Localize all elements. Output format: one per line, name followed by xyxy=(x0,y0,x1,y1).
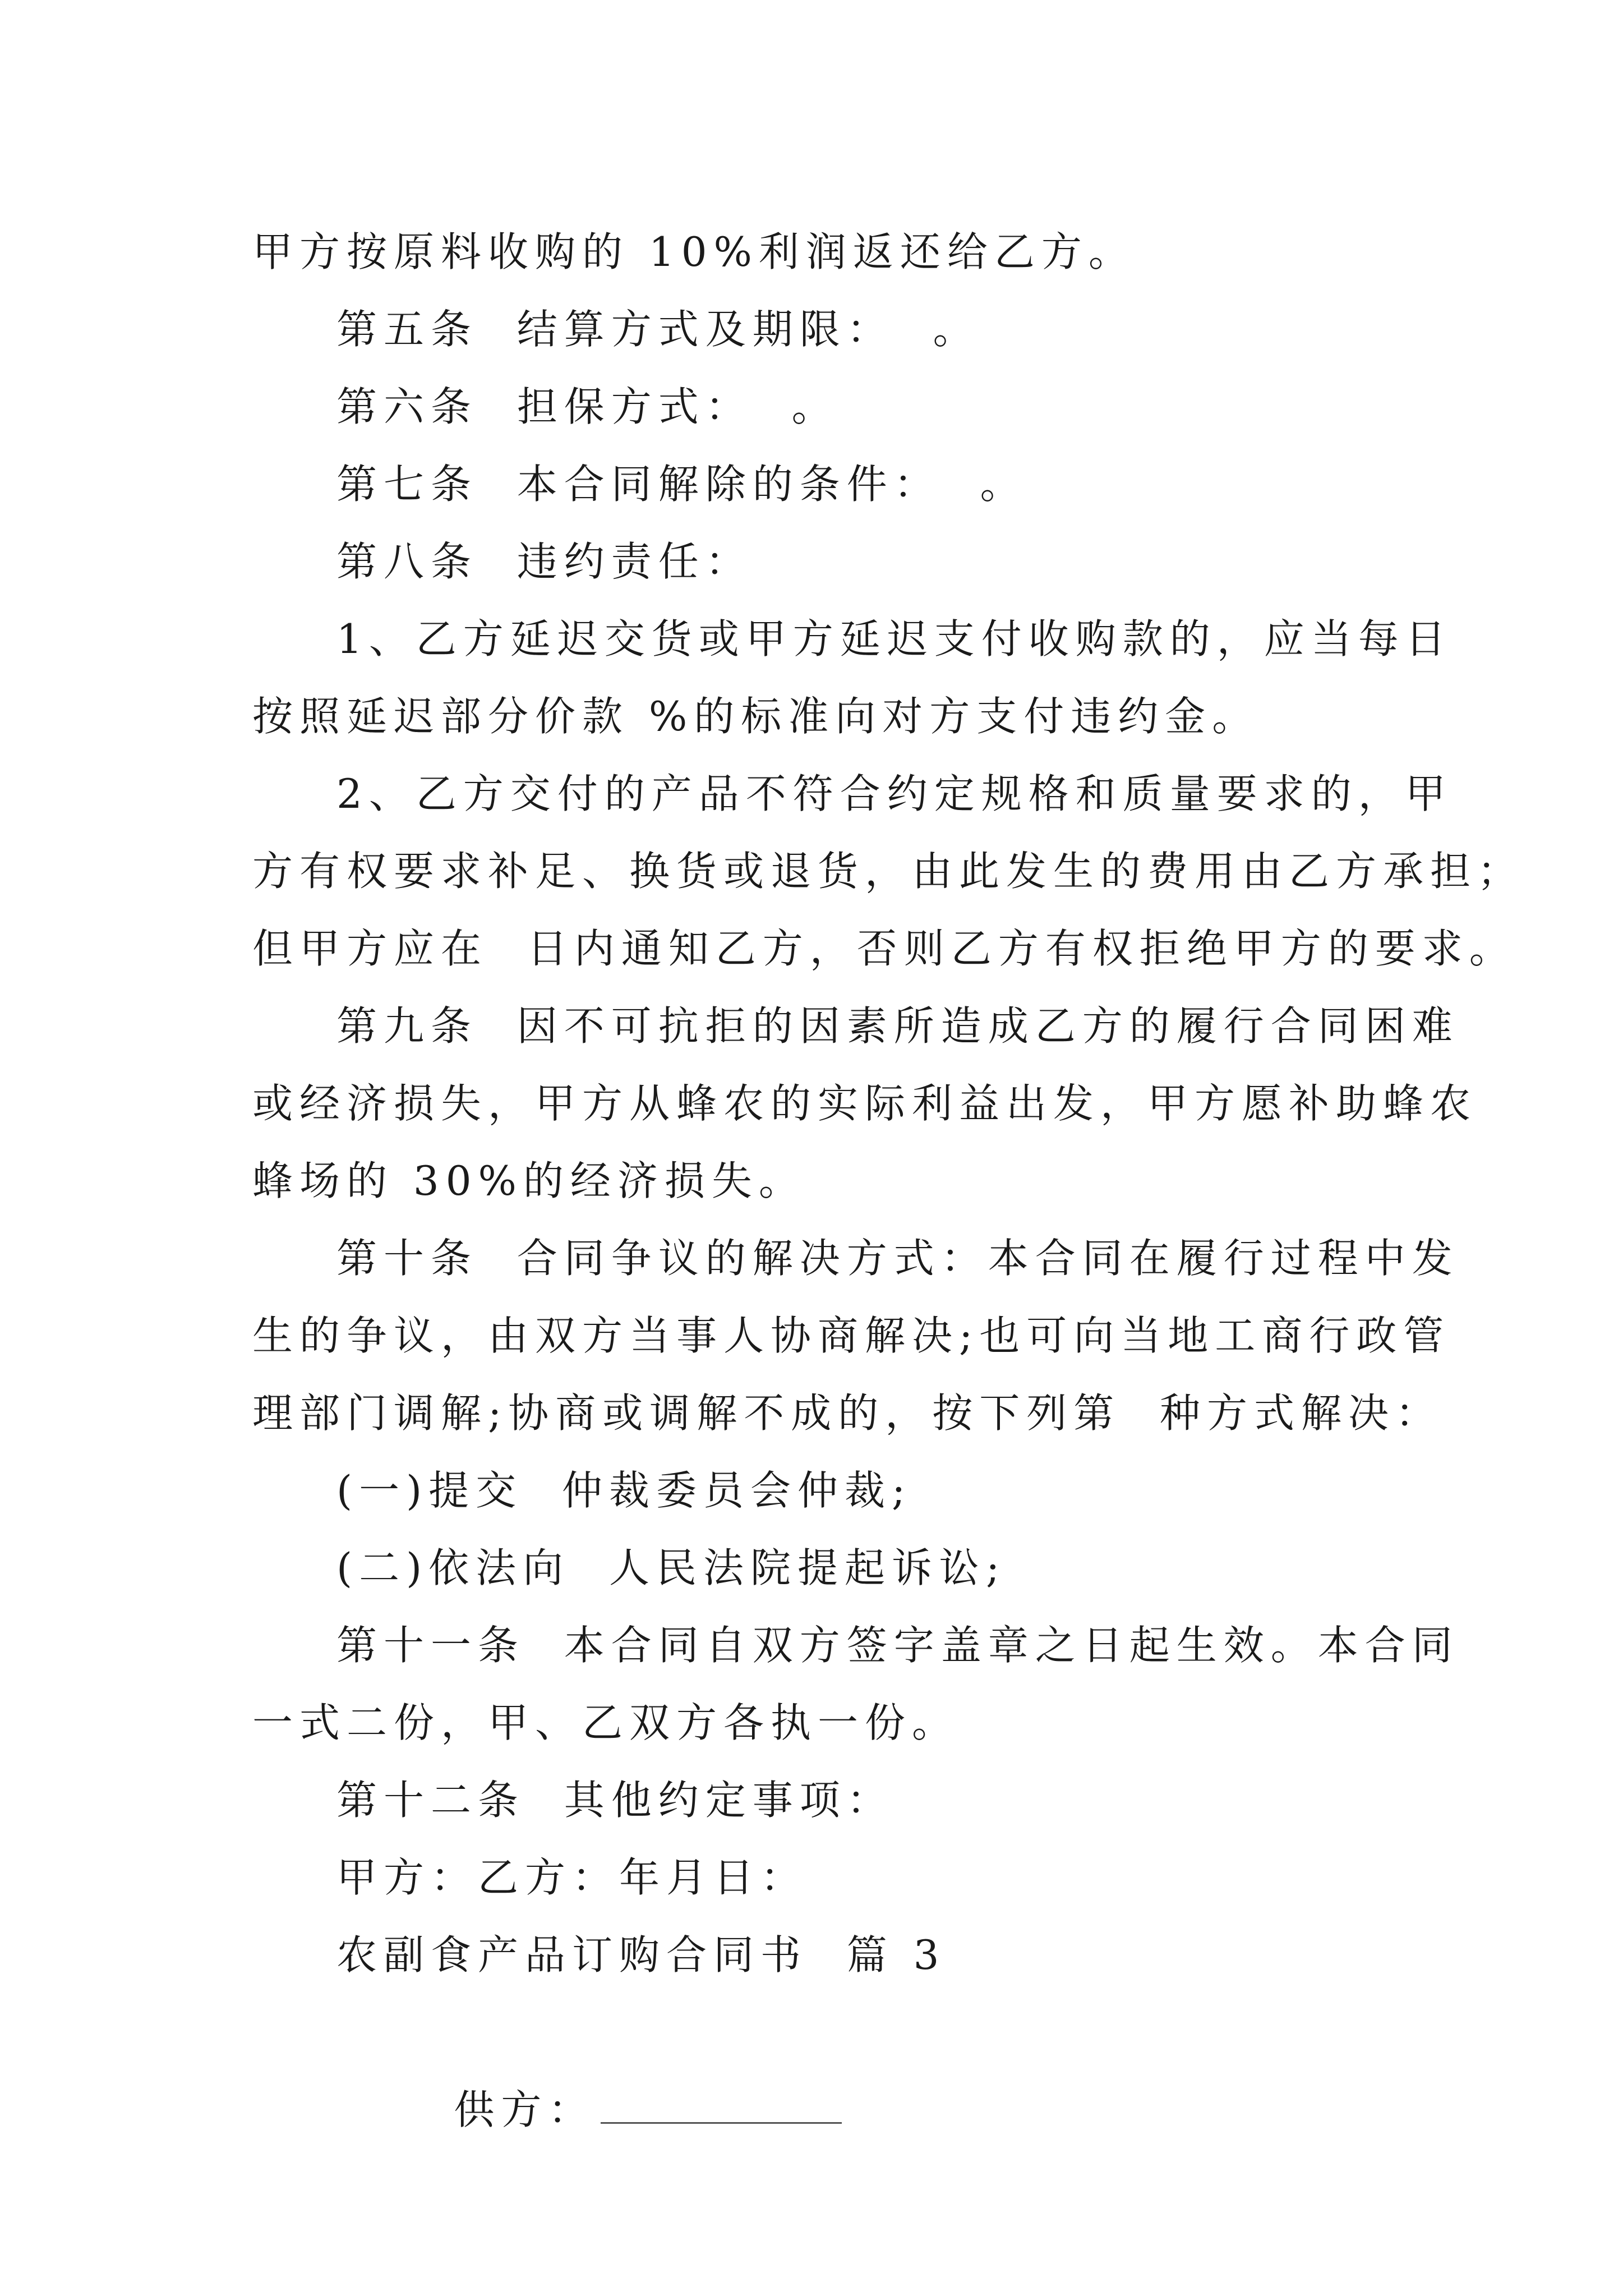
text-line: 甲方：乙方：年月日： xyxy=(336,1854,808,1901)
text-line: 第六条 担保方式： 。 xyxy=(336,383,839,430)
text-line: 或经济损失，甲方从蜂农的实际利益出发，甲方愿补助蜂农 xyxy=(252,1080,1478,1127)
text-line: 第七条 本合同解除的条件： 。 xyxy=(336,461,1027,508)
text-line: 第八条 违约责任： xyxy=(336,538,753,585)
supplier-blank xyxy=(601,2083,842,2124)
contract-body xyxy=(252,213,1525,2133)
text-line: 第九条 因不可抗拒的因素所造成乙方的履行合同困难 xyxy=(336,1002,1459,1050)
text-line: 2、乙方交付的产品不符合约定规格和质量要求的，甲 xyxy=(336,770,1453,817)
text-line: 一式二份，甲、乙双方各执一份。 xyxy=(252,1699,960,1746)
text-line: 第十条 合同争议的解决方式：本合同在履行过程中发 xyxy=(336,1235,1459,1282)
paragraph-lines xyxy=(252,213,1525,1994)
text-line: 理部门调解;协商或调解不成的，按下列第 种方式解决： xyxy=(252,1389,1443,1437)
text-line: (一)提交 仲裁委员会仲裁; xyxy=(336,1467,912,1514)
text-line: 甲方按原料收购的 10%利润返还给乙方。 xyxy=(252,228,1136,275)
supplier-line xyxy=(252,1994,1385,2133)
text-line: 生的争议，由双方当事人协商解决;也可向当地工商行政管 xyxy=(252,1312,1451,1359)
text-line: 第十二条 其他约定事项： xyxy=(336,1777,894,1824)
text-line: 蜂场的 30%的经济损失。 xyxy=(252,1157,806,1204)
text-line: 1、乙方延迟交货或甲方延迟支付收购款的，应当每日 xyxy=(336,615,1453,662)
text-line: 方有权要求补足、换货或退货，由此发生的费用由乙方承担； xyxy=(252,848,1525,895)
text-line: (二)依法向 人民法院提起诉讼; xyxy=(336,1544,1007,1591)
text-line: 但甲方应在 日内通知乙方，否则乙方有权拒绝甲方的要求。 xyxy=(252,925,1516,972)
text-line: 第五条 结算方式及期限： 。 xyxy=(336,306,980,353)
text-line: 第十一条 本合同自双方签字盖章之日起生效。本合同 xyxy=(336,1622,1459,1669)
supplier-label: 供方： xyxy=(454,2086,596,2133)
text-line: 按照延迟部分价款 %的标准向对方支付违约金。 xyxy=(252,693,1260,740)
text-line: 农副食产品订购合同书 篇 3 xyxy=(336,1931,946,1978)
